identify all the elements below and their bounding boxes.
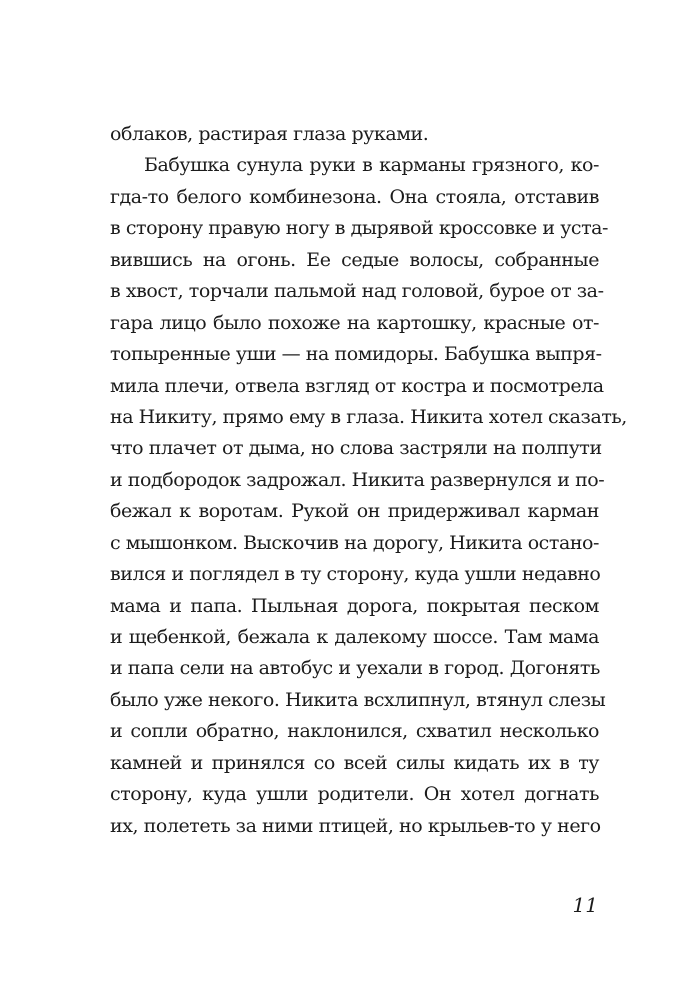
text-line: и щебенкой, бежала к далекому шоссе. Там мама [110, 626, 599, 648]
text-line: гара лицо было похоже на картошку, красные от- [110, 311, 599, 334]
text-line: гда-то белого комбинезона. Она стояла, отставив [110, 185, 599, 208]
text-line: топыренные уши — на помидоры. Бабушка выпря- [110, 343, 602, 366]
paragraph-first-line: Бабушка сунула руки в карманы грязного, ко- [144, 154, 599, 177]
text-line: вился и поглядел в ту сторону, куда ушли недавно [110, 563, 601, 586]
text-line: что плачет от дыма, но слова застряли на полпути [110, 437, 602, 460]
text-line: и подбородок задрожал. Никита развернулся и по- [110, 468, 605, 491]
text-line: камней и принялся со всей силы кидать их в ту [110, 751, 599, 774]
text-line: мила плечи, отвела взгляд от костра и посмотрела [110, 374, 604, 397]
text-line: было уже некого. Никита всхлипнул, втянул слезы [110, 688, 606, 711]
text-line: в хвост, торчали пальмой над головой, бурое от за- [110, 280, 604, 303]
text-line: мама и папа. Пыльная дорога, покрытая песком [110, 594, 599, 617]
text-line: на Никиту, прямо ему в глаза. Никита хотел сказать, [110, 405, 627, 428]
text-line: их, полететь за ними птицей, но крыльев-то у него [110, 814, 601, 837]
page-number: 11 [572, 893, 598, 917]
text-line: и папа сели на автобус и уехали в город. Догонять [110, 657, 600, 680]
text-line: облаков, растирая глаза руками. [110, 123, 429, 145]
text-line: сторону, куда ушли родители. Он хотел догнать [110, 783, 599, 806]
text-line: в сторону правую ногу в дырявой кроссовке и уста- [110, 217, 609, 240]
text-line: и сопли обратно, наклонился, схватил несколько [110, 720, 599, 743]
text-line: бежал к воротам. Рукой он придерживал карман [110, 500, 599, 523]
text-line: с мышонком. Выскочив на дорогу, Никита остано- [110, 531, 599, 554]
text-line: вившись на огонь. Ее седые волосы, собранные [110, 248, 599, 271]
body-text [110, 119, 627, 842]
